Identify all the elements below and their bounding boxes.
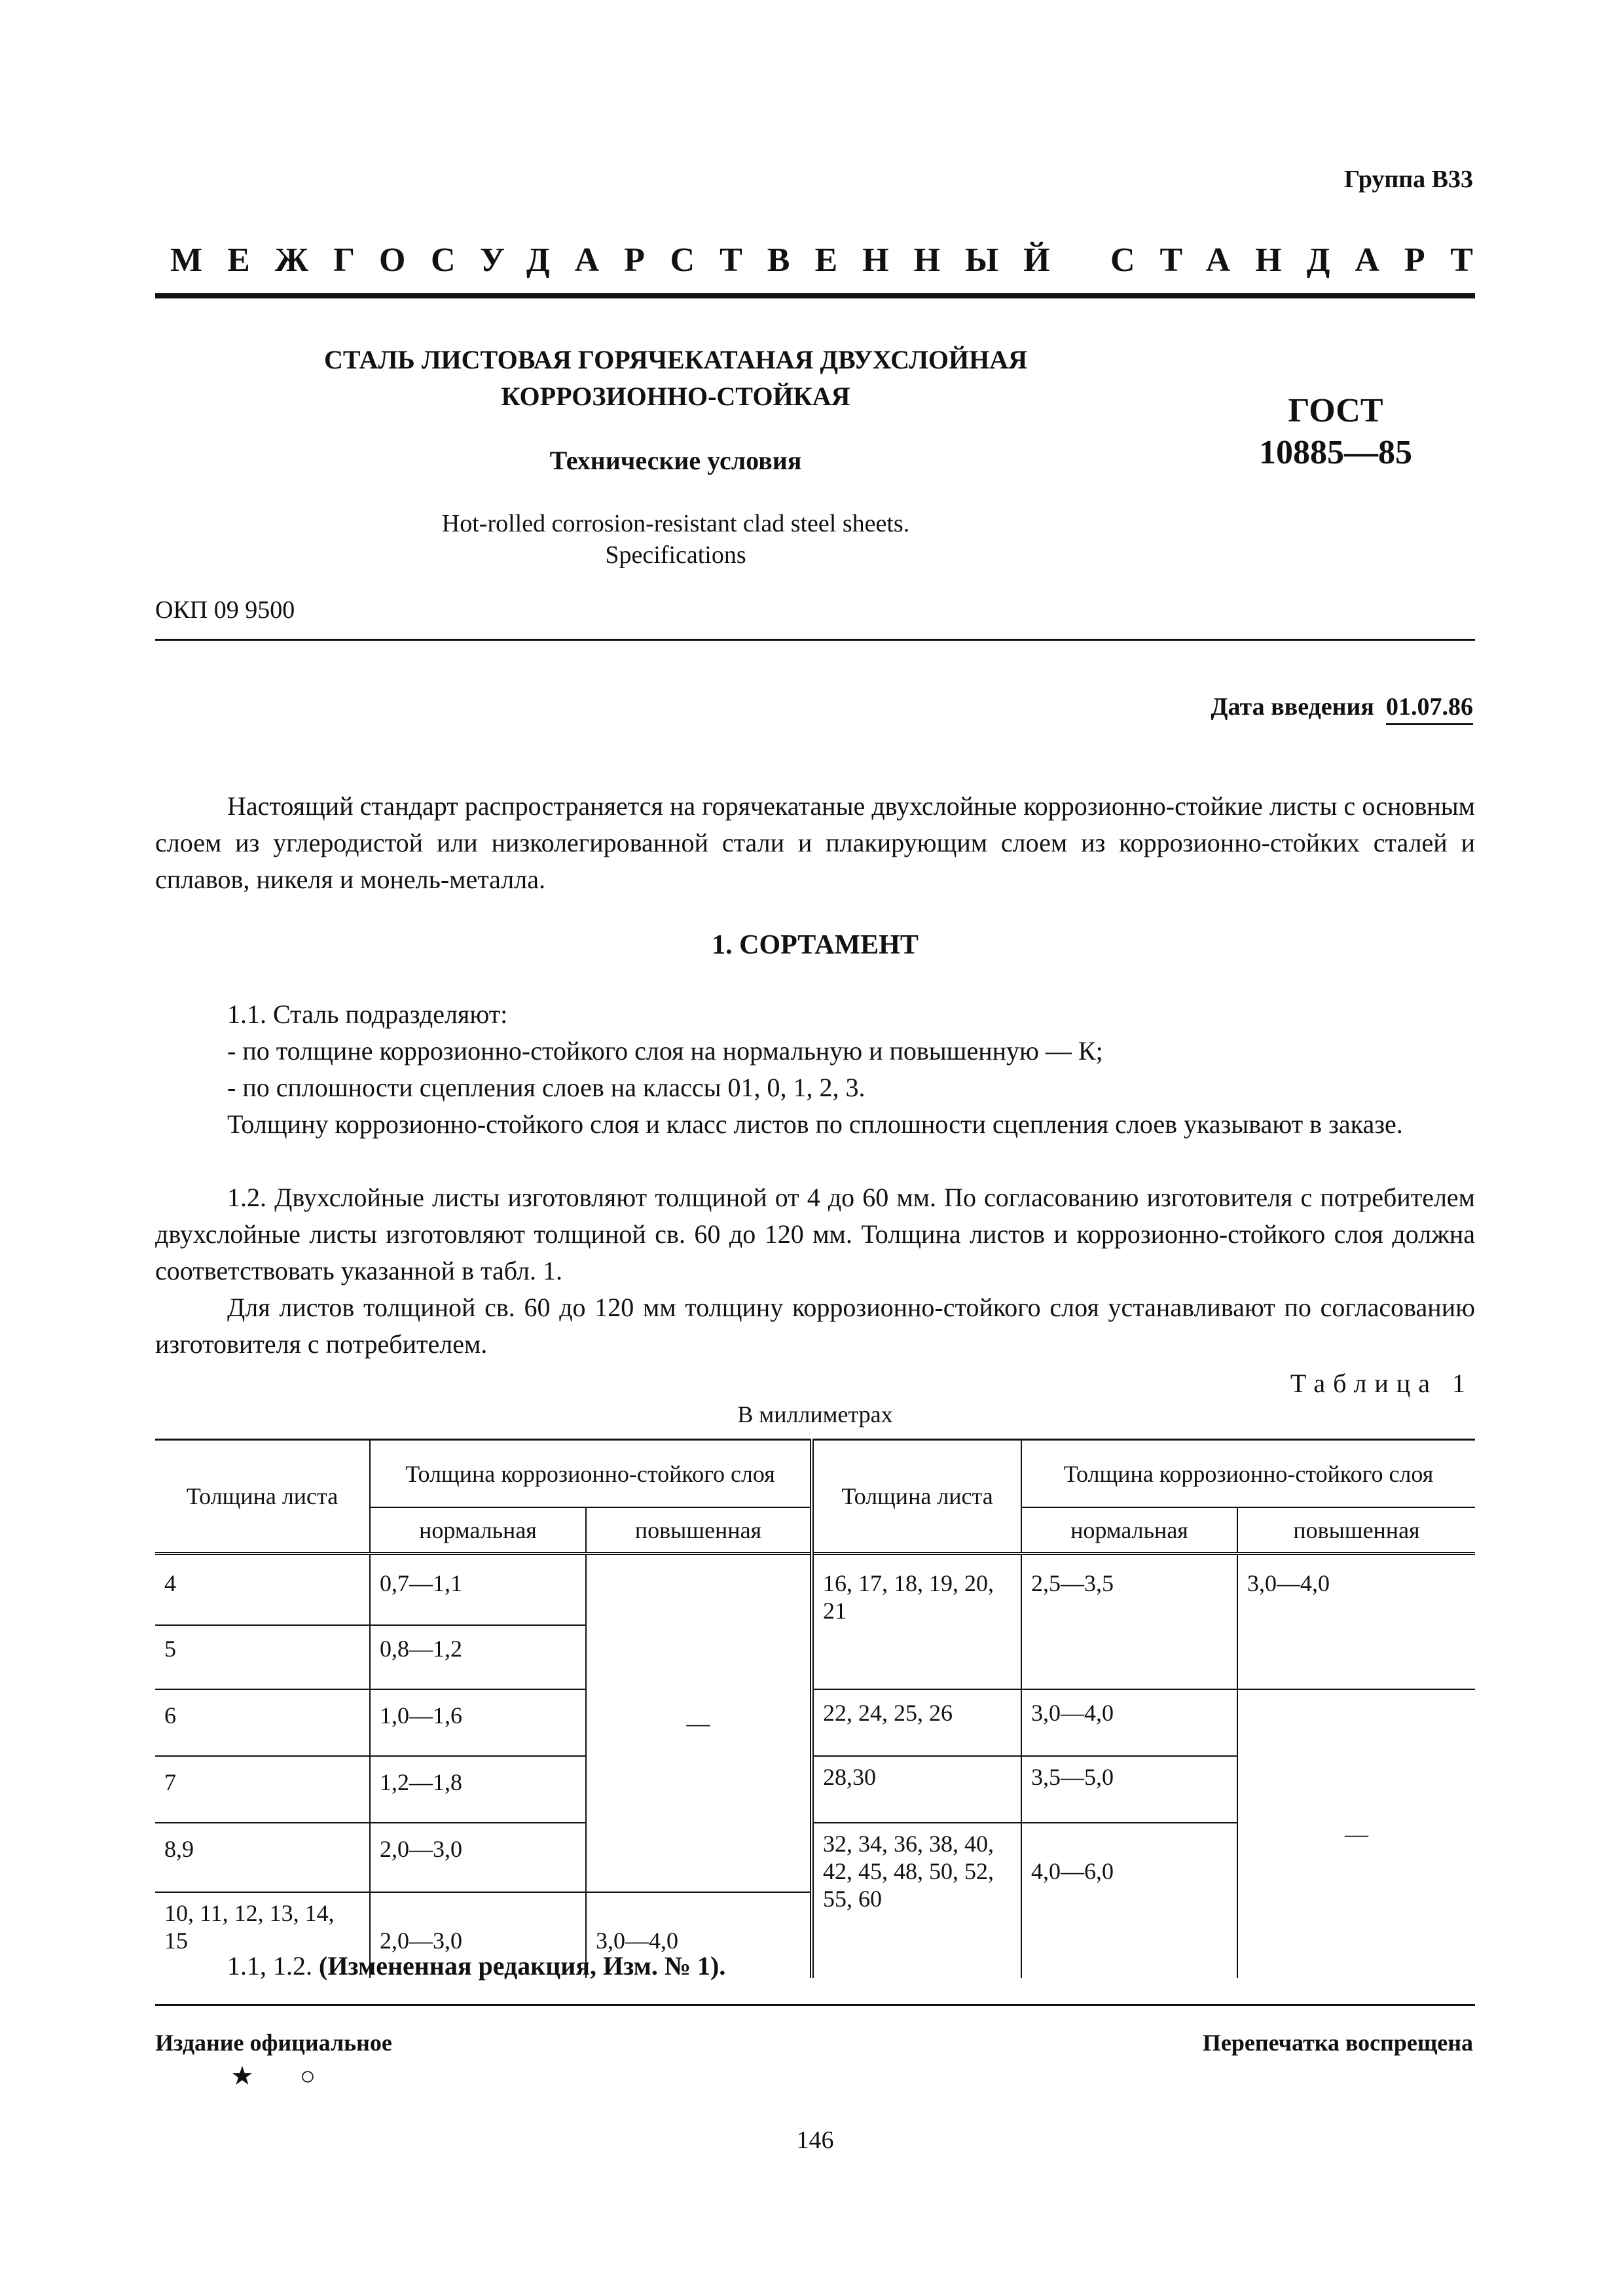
official-edition: Издание официальное [155,2030,392,2056]
english-title-line1: Hot-rolled corrosion-resistant clad steel sheets. [441,510,910,537]
footer-rule [155,2004,1475,2006]
cell-increased-right: 3,0—4,0 [1237,1554,1475,1690]
english-title-line2: Specifications [605,541,746,569]
cell-sheet: 5 [155,1625,370,1689]
cell-normal: 1,2—1,8 [370,1756,586,1823]
cell-sheet-right: 28,30 [812,1756,1021,1823]
intro-date-value: 01.07.86 [1386,693,1473,725]
header-layer-thickness-right: Толщина коррозионно-стойкого слоя [1021,1440,1475,1508]
page-number: 146 [796,2126,834,2154]
thickness-table [155,1439,1475,1978]
banner-word-interstate: МЕЖГОСУДАРСТВЕННЫЙ [170,242,1075,279]
header-increased-right: повышенная [1237,1507,1475,1553]
cell-sheet: 6 [155,1689,370,1756]
gost-label: ГОСТ [1288,392,1383,429]
cell-normal-right: 2,5—3,5 [1021,1554,1237,1690]
cell-normal: 0,7—1,1 [370,1554,586,1626]
header-layer-thickness-left: Толщина коррозионно-стойкого слоя [370,1440,812,1508]
document-subtitle: Технические условия [549,446,802,475]
cell-sheet-right: 32, 34, 36, 38, 40, 42, 45, 48, 50, 52, 55, 60 [812,1823,1021,1978]
cell-normal: 1,0—1,6 [370,1689,586,1756]
cell-normal-right: 3,5—5,0 [1021,1756,1237,1823]
table-row [155,1554,1475,1626]
clause-1-1-order-note: Толщину коррозионно-стойкого слоя и класс листов по сплошности сцепления слоев указывают в заказе. [227,1109,1403,1139]
cell-normal-right: 4,0—6,0 [1021,1823,1237,1978]
cell-increased-merged-left: — [586,1554,812,1893]
cell-normal: 2,0—3,0 [370,1823,586,1892]
clause-1-2: 1.2. Двухслойные листы изготовляют толщиной от 4 до 60 мм. По согласованию изготовителя с потребителем двухслойные листы изготовляют толщиной св. 60 до 120 мм. Толщина листов и коррозионно-стойкого слоя должна соответствовать указанной в табл. 1. [155,1183,1475,1285]
header-sheet-thickness-right: Толщина листа [812,1440,1021,1554]
cell-sheet-right: 22, 24, 25, 26 [812,1689,1021,1756]
cell-increased: 3,0—4,0 [586,1892,812,1978]
header-normal-left: нормальная [370,1507,586,1553]
okp-rule [155,639,1475,641]
gost-number: 10885—85 [1259,434,1412,471]
amendment-text: (Измененная редакция, Изм. № 1). [319,1951,726,1981]
banner-word-standard: СТАНДАРТ [1110,242,1498,279]
standard-banner [170,241,1498,279]
cell-sheet: 7 [155,1756,370,1823]
group-code: Группа В33 [1343,166,1473,193]
okp-code: ОКП 09 9500 [155,596,295,624]
clause-1-1: 1.1. Сталь подразделяют: [227,999,508,1029]
intro-date [1211,692,1473,721]
table-label: Таблица 1 [1290,1369,1473,1398]
header-increased-left: повышенная [586,1507,812,1553]
cell-normal: 2,0—3,0 [370,1892,586,1978]
cell-sheet: 4 [164,1570,176,1596]
clause-1-2-note: Для листов толщиной св. 60 до 120 мм толщину коррозионно-стойкого слоя устанавливают по согласованию изготовителя с потребителем. [155,1293,1475,1359]
intro-date-label: Дата введения [1211,693,1374,721]
cell-sheet: 8,9 [155,1823,370,1892]
header-rule [155,293,1475,298]
header-sheet-thickness-left: Толщина листа [155,1440,370,1554]
cell-sheet: 10, 11, 12, 13, 14, 15 [155,1892,370,1978]
cell-sheet-right: 16, 17, 18, 19, 20, 21 [812,1554,1021,1690]
table-row [155,1689,1475,1756]
document-title-line1: СТАЛЬ ЛИСТОВАЯ ГОРЯЧЕКАТАНАЯ ДВУХСЛОЙНАЯ [324,345,1027,374]
table-units: В миллиметрах [737,1401,893,1427]
cell-normal: 0,8—1,2 [370,1625,586,1689]
header-normal-right: нормальная [1021,1507,1237,1553]
section-heading: 1. СОРТАМЕНТ [712,930,919,960]
amendment-note [227,1950,725,1981]
cell-normal-right: 3,0—4,0 [1021,1689,1237,1756]
reprint-prohibited: Перепечатка воспрещена [1202,2030,1473,2056]
star-circle-icon: ★ ○ [230,2061,336,2090]
document-title-line2: КОРРОЗИОННО-СТОЙКАЯ [501,382,850,411]
amendment-prefix: 1.1, 1.2. [227,1951,312,1981]
clause-1-1-item-b: - по сплошности сцепления слоев на классы 01, 0, 1, 2, 3. [227,1073,866,1102]
clause-1-1-item-a: - по толщине коррозионно-стойкого слоя на нормальную и повышенную — К; [227,1036,1103,1066]
cell-increased-merged-right: — [1237,1689,1475,1978]
intro-paragraph: Настоящий стандарт распространяется на горячекатаные двухслойные коррозионно-стойкие листы с основным слоем из углеродистой или низколегированной стали и плакирующим слоем из коррозионно-стойких сталей и сплавов, никеля и монель-металла. [155,791,1475,894]
